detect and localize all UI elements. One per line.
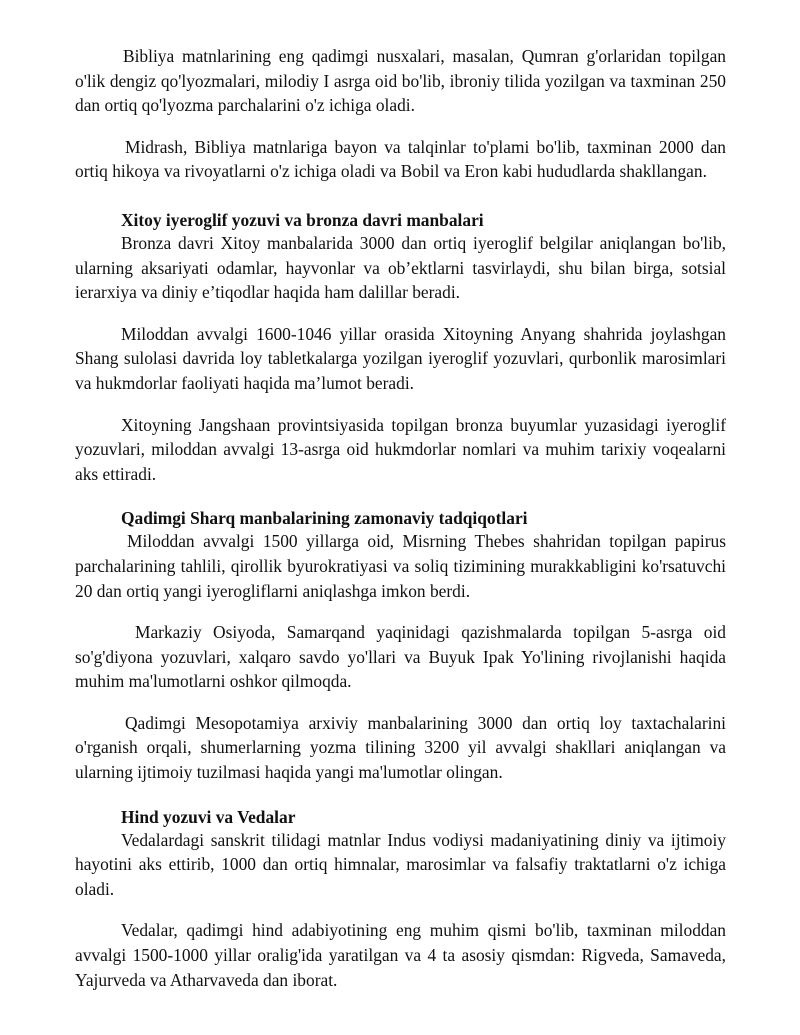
paragraph-sogdian-inscriptions: Markaziy Osiyoda, Samarqand yaqinidagi qazishmalarda topilgan 5-asrga oid so'g'diyona yozuvlari, xalqaro savdo yo'llari va Buyuk Ipak Yo'lining rivojlanishi haqida muhim ma'lumotlarni oshkor qilmoqda. [75, 622, 726, 692]
paragraph-mesopotamia-archives: Qadimgi Mesopotamiya arxiviy manbalarining 3000 dan ortiq loy taxtachalarini o'rganish orqali, shumerlarning yozma tilining 3200 yil avvalgi shakllari aniqlangan va ularning ijtimoiy tuzilmasi haqida yangi ma'lumotlar olingan. [75, 712, 726, 783]
paragraph-midrash: Midrash, Bibliya matnlariga bayon va talqinlar to'plami bo'lib, taxminan 2000 dan ortiq hikoya va rivoyatlarni o'z ichiga oladi va Bobil va Eron kabi hududlarda shakllangan. [75, 136, 726, 182]
paragraph-jangshaan-bronze: Xitoyning Jangshaan provintsiyasida topilgan bronza buyumlar yuzasidagi iyeroglif yozuvlari, miloddan avvalgi 13-asrga oid hukmdorlar nomlari va muhim tarixiy voqealarni aks ettiradi. [75, 414, 726, 484]
paragraph-thebes-papyrus: Miloddan avvalgi 1500 yillarga oid, Misrning Thebes shahridan topilgan papirus parchalarining tahlili, qirollik byurokratiyasi va soliq tizimining murakkabligini ko'rsatuvchi 20 dan ortiq yangi iyerogliflarni aniqlashga imkon berdi. [75, 531, 726, 601]
paragraph-qumran-scrolls: Bibliya matnlarining eng qadimgi nusxalari, masalan, Qumran g'orlaridan topilgan o'lik dengiz qo'lyozmalari, milodiy I asrga oid bo'lib, ibroniy tilida yozilgan va taxminan 250 dan ortiq qo'lyozma parchalarini o'z ichiga oladi. [75, 46, 726, 116]
paragraph-bronze-age-china: Bronza davri Xitoy manbalarida 3000 dan ortiq iyeroglif belgilar aniqlangan bo'lib, ularning aksariyati odamlar, hayvonlar va ob’ektlarni tasvirlaydi, shu bilan birga, sotsial ierarxiya va diniy e’tiqodlar haqida ham dalillar beradi. [75, 232, 726, 303]
paragraph-shang-dynasty: Miloddan avvalgi 1600-1046 yillar orasida Xitoyning Anyang shahrida joylashgan Shang sulolasi davrida loy tabletkalarga yozilgan iyeroglif yozuvlari, qurbonlik marosimlari va hukmdorlar faoliyati haqida ma’lumot beradi. [75, 323, 726, 393]
heading-modern-research: Qadimgi Sharq manbalarining zamonaviy tadqiqotlari [121, 508, 528, 529]
heading-indian-vedas: Hind yozuvi va Vedalar [121, 806, 296, 827]
heading-chinese-hieroglyphs: Xitoy iyeroglif yozuvi va bronza davri manbalari [121, 209, 484, 230]
paragraph-sanskrit-texts: Vedalardagi sanskrit tilidagi matnlar Indus vodiysi madaniyatining diniy va ijtimoiy hayotini aks ettirib, 1000 dan ortiq himnalar, marosimlar va falsafiy traktatlarni o'z ichiga oladi. [75, 829, 726, 899]
paragraph-vedas-parts: Vedalar, qadimgi hind adabiyotining eng muhim qismi bo'lib, taxminan miloddan avvalgi 1500-1000 yillar oralig'ida yaratilgan va 4 ta asosiy qismdan: Rigveda, Samaveda, Yajurveda va Atharvaveda dan iborat. [75, 920, 726, 990]
